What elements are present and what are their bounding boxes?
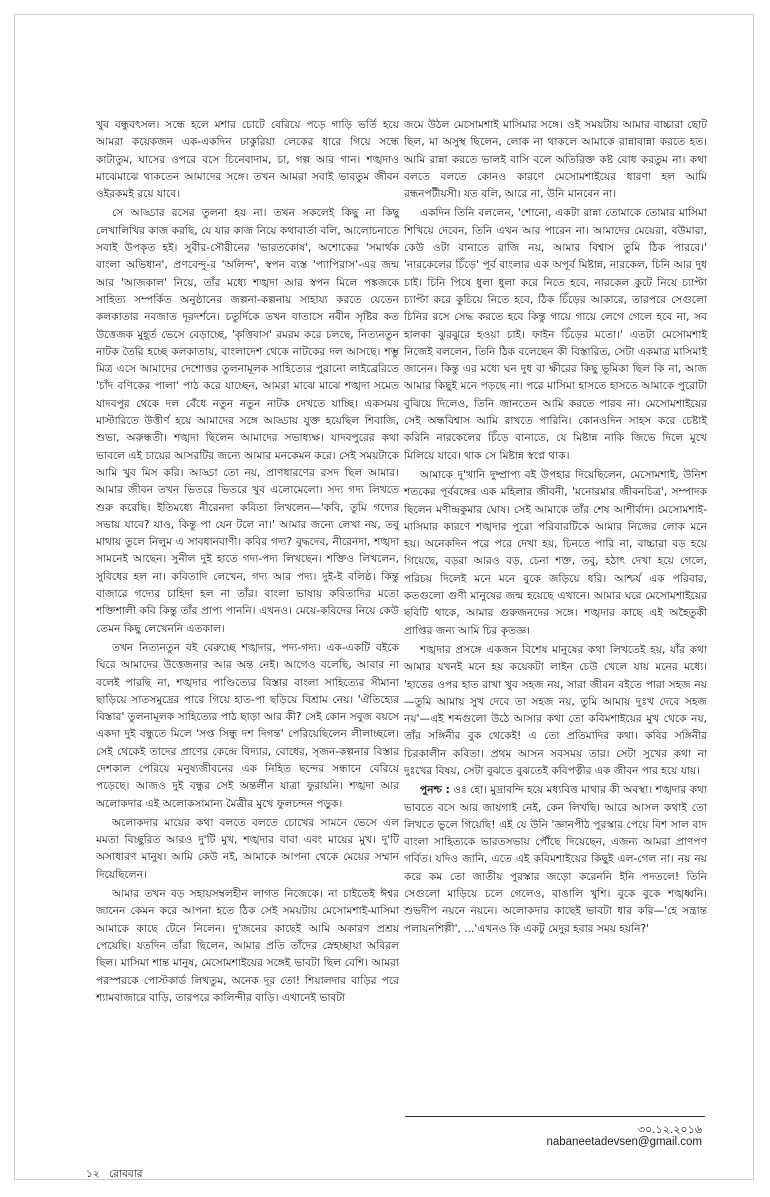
paragraph: অলোকদার মায়ের কথা বলতে বলতে চোখের সামনে ভেসে এল মমতা বিচ্ছুরিত আরও দু'টি মুখ, শঙ্খদার বাবা এবং মায়ের মুখ। দু'টি অসাধারণ মানুষ। আমি কেউ নই, আমাকে আপনা থেকে মেয়ের সম্মান দিয়েছিলেন। (96, 816, 399, 881)
paragraph: শঙ্খদার প্রসঙ্গে একজন বিশেষ মানুষের কথা লিখতেই হয়, যাঁর কথা আমার যখনই মনে হয় কয়েকটা লাইন চেউ খেলে যায় মনের মধ্যে। 'হাতের ওপর হাত রাখা খুব সহজ নয়, সারা জীবন বইতে পারা সহজ নয়—তুমি আমায় সুখ দেবে তা সহজ নয়, তুমি আমায় দুঃখ দেবে সহজ নয়'—এই শব্দগুলো উঠে আসার কথা তো কবিমশাইয়ের মুখ থেকে নয়, তাঁর সঙ্গিনীর বুক থেকেই! এ তো প্রতিমাদির কথা। কবির সঙ্গিনীর চিরকালীন কবিতা। প্রথম আসন সবসময় তার। সেটা সুখের কথা না দুঃখের বিষয়, সেটা বুঝতে বুঝতেই কবিপত্নীর এক জীবন পার হয়ে যায়। (404, 643, 707, 777)
publication-name: রোববার (108, 1168, 143, 1180)
paragraph: জমে উঠল মেসোমশাই মাসিমার সঙ্গে। ওই সময়টায় আমার বাচ্চারা ছোট ছিল, মা অসুস্থ ছিলেন, লোক না থাকলে আমাকে রান্নাবান্না করতে হত। আমি রান্না করতে ভালই বাসি বলে অতিরিক্ত কষ্ট বোধ করতুম না। কথা বলতে বলতে কোনও কারণে মেসোমশাইয়ের ধারণা হল আমি রন্ধনপটীয়সী। যত বলি, আরে না, উনি মানবেন না। (404, 119, 707, 201)
left-column (96, 117, 399, 1009)
paragraph: খুব বন্ধুবৎসল। সন্ধে হলে মশার চোটে বেরিয়ে পড়ে গাড়ি ভর্তি হয়ে আমরা কয়েকজন এক-একদিন ঢাকুরিয়া লেকের ধারে গিয়ে সন্ধে কাটাতুম, ঘাসের ওপরে বসে চিনেবাদাম, চা, গল্প আর গান। শঙ্খদাও মাঝেমাঝে থাকতেন আমাদের সঙ্গে। তখন আমরা সবাই ভাবতুম জীবন ওইরকমই রয়ে যাবে। (96, 119, 399, 201)
right-column (404, 117, 707, 940)
signature-divider (405, 1116, 705, 1117)
signature-date: ৩০.১২.২০১৬ (637, 1123, 702, 1136)
paragraph: সে আড্ডার রসের তুলনা হয় না। তখন সকলেই কিছু না কিছু লেখালিখির কাজ করছি, যে যার কাজ নিয়ে কথাবার্তা বলি, আলোচনাতে সবাই উপকৃত হই। সুবীর-সৌরীনের 'ভারতকোষ', অশোকের 'সমার্থক বাংলা অভিধান', প্রণবেন্দু-র 'অলিন্দ', স্বপন ব্যস্ত 'প্যাপিরাস'-এর জন্ম আর 'আজকাল' নিয়ে, তাঁর মধ্যে শঙ্খদা আর স্বপন মিলে পঙ্কজকে সাহিত্য সম্পর্কিত অনুষ্ঠানের জল্পনা-কল্পনায় সাহায্য করতে যেতেন কলকাতার নবজাত দূরদর্শনে। চতুর্দিকে তখন বাতাসে নবীন সৃষ্টির কত উত্তেজক মুহূর্ত ভেসে বেড়াচ্ছে, 'কৃত্তিবাস' রমরম করে চলছে, নিত্যনতুন নাটক তৈরি হচ্ছে কলকাতায়, বাংলাদেশ থেকে নাটকের দল আসছে। শম্ভু মিত্র এসে আমাদের দেশোত্তর তুলনামূলক সাহিত্যের পুরানো লাইব্রেরিতে 'চাঁদ বণিকের পালা' পাঠ করে যাচ্ছেন, আমরা মাঝে মাঝে শঙ্খদা সমেত যাদবপুর থেকে দল বেঁধে নতুন নতুন নাটক দেখতে যাচ্ছি। একসময় মাস্টারিতে উত্তীর্ণ হয়ে আমাদের সঙ্গে আড্ডায় যুক্ত হয়েছিল শিবাজি, শুভা, অরুন্ধতী। শঙ্খদা ছিলেন আমাদের সভাধ্যক্ষ। যাদবপুরের কথা ভাবলে এই চায়ের আসরটির জন্যে আমার মনকেমন করে। সেই সময়টাকে আমি খুব মিস করি। আড্ডা তো নয়, প্রাণধারণের রসদ ছিল আমার। আমার জীবন তখন ভিতরে ভিতরে খুব এলোমেলো। সদ্য গদ্য লিখতে শুরু করেছি। ইতিমধ্যে নীরেনদা কবিতা লিখলেন—'কবি, তুমি গদ্যের সভায় যাবে? যাও, কিন্তু পা যেন টলে না।' আমার জন্যে লেখা নয়, তবু মাথায় তুলে নিলুম এ সাবধানবাণী। কবির গদ্য? বুদ্ধদেব, নীরেনদা, শঙ্খদা সামনেই আছেন। সুনীল দুই হাতে গদ্য-পদ্য লিখছেন। শক্তিও লিখলেন, সুবিধের হল না। কবিতাদি লেখেন, গদ্য আর পদ্য। দুই-ই বলিষ্ঠ। কিন্তু বাজারে গদ্যের চাহিদা হল না তাঁর। বাংলা ভাষায় কবিতাদির মতো শক্তিশালী কবি কিন্তু তাঁর প্রাপ্য পাননি। এখনও। মেয়ে-কবিদের নিয়ে কেউ তেমন কিছু লেখেননি এতকাল। (96, 207, 399, 635)
postscript (404, 782, 707, 938)
paragraph: আমার তখন বড় সহায়সম্বলহীন লাগত নিজেকে। না চাইতেই ঈশ্বর জানেন কেমন করে আপনা হতে ঠিক সেই সময়টায় মেসোমশাই-মাসিমা আমাকে কাছে টেনে নিলেন। দু'জনের কাছেই আমি অকারণ প্রশ্রয় পেয়েছি। যতদিন তাঁরা ছিলেন, আমার প্রতি তাঁদের স্নেহচ্ছায়া অবিরল ছিল। মাসিমা শান্ত মানুষ, মেসোমশাইয়ের সঙ্গেই ভাবটা ছিল বেশি। আমরা পরস্পরকে পোস্টকার্ড লিখতুম, অনেক দূর তো! শিয়ালদার বাড়ির পরে শ্যামবাজারে বাড়ি, তারপরে কালিন্দীর বাড়ি। এখানেই ভাবটা (96, 888, 399, 1004)
author-email: nabaneetadevsen@gmail.com (546, 1136, 702, 1148)
page-footer (86, 1167, 143, 1184)
paragraph: একদিন তিনি বললেন, 'শোনো, একটা রান্না তোমাকে তোমার মাসিমা শিখিয়ে দেবেন, তিনি এখন আর পারেন না। আমাদের মেয়েরা, বউমারা, কেউ ওটা বানাতে রাজি নয়, আমার বিশ্বাস তুমি ঠিক পারবে।' 'নারকেলের চিঁড়ে' পূর্ব বাংলার এক অপূর্ব মিষ্টান্ন, নারকেল, চিনি আর দুধ চাই। চিনি পিষে ধুলা ধুলা করে নিতে হবে, নারকেল কুটে নিয়ে চ্যাপ্টা চ্যাপ্টা করে কুচিয়ে নিতে হবে, ঠিক চিঁড়ের আকারে, তারপরে সেগুলো চিনির রসে সেদ্ধ করতে হবে কিন্তু গায়ে গায়ে লেগে গেলে হবে না, সব হালকা ঝুরঝুরে হওয়া চাই। ফাইন চিঁড়ের মতো।' এতটা মেসোমশাই নিজেই বললেন, তিনি ঠিক বলেছেন কী বিস্তারিত, সেটা একমাত্র মাসিমাই জানেন। কিন্তু এর মধ্যে ঘন দুধ বা ক্ষীরের কিছু ভূমিকা ছিল কি না, আজ আমার কিছুই মনে পড়ছে না। পরে মাসিমা হাসতে হাসতে আমাকে পুরোটা বুঝিয়ে দিলেও, তিনি জানতেন আমি করতে পারব না। মেসোমশাইয়ের সেই অন্ধবিশ্বাস আমি রাখতে পারিনি। কোনওদিন সাহস করে চেষ্টাই করিনি নারকেলের চিঁড়ে বানাতে, যে মিষ্টান্ন নাকি জিভে দিলে মুখে মিলিয়ে যাবে। থাক সে মিষ্টান্ন স্বপ্নে থাক। (404, 207, 707, 462)
paragraph: আমাকে দু'খানি দুষ্প্রাপ্য বই উপহার দিয়েছিলেন, মেসোমশাই, উনিশ শতকের পূর্ববঙ্গের এক মহিলার জীবনী, 'মনোরমার জীবনচিত্র', সম্পাদক ছিলেন মণীন্দ্রকুমার ঘোষ। সেই আমাকে তাঁর শেষ আশীর্বাদ। মেসোমশাই-মাসিমার কারণে শঙ্খদার পুরো পরিবারটিকে আমার নিজের লোক মনে হয়। অনেকদিন পরে পরে দেখা হয়, চিনতে পারি না, বাচ্চারা বড় হয়ে গিয়েছে, বড়রা আরও বড়, চেনা শক্ত, তবু, হঠাৎ দেখা হয়ে গেলে, পরিচয় দিলেই মনে মনে বুকে জড়িয়ে ধরি। আশ্চর্য এক পরিবার, কতগুলো গুণী মানুষের জন্ম হয়েছে এখানে। আমার ঘরে মেসোমশাইয়ের ছবিটি থাকে, আমার গুরুজনদের সঙ্গে। শঙ্খদার কাছে এই অহৈতুকী প্রাপ্তির জন্য আমি চির কৃতজ্ঞ। (404, 468, 707, 637)
postscript-text: ওঃ হো। মুদ্রাবন্দি হয়ে মধ্যবিত্ত মাথার কী অবস্থা। শঙ্খদার কথা ভাবতে বসে আর জায়গাই নেই, কেন লিখছি। আরে আসল কথাই তো লিখতে ভুলে গিয়েছি! এই যে উনি 'জ্ঞানপীঠ পুরস্কার পেয়ে বিশ সাল বাদ বাংলা সাহিত্যকে ভারতসভায় পৌঁছে দিয়েছেন, এজন্য আমরা প্রাণপণ গর্বিত। যদিও জানি, এতে এই কবিমশাইয়ের কিছুই এল-গেল না। নয় নয় করে কম তো জাতীয় পুরস্কার জড়ো করেননি ইনি পদতলে! তিনি সেগুলো মাড়িয়ে চলে গেলেও, বাঙালি খুশি। বুকে বুকে শঙ্খধ্বনি। শুভদীপ নয়নে নয়নে। অলোকদার কাছেই ভাবটা ধার করি—'হে সন্ত্রান্ত পলায়নশিল্পী', ...'এখনও কি একটু মেদুর হবার সময় হয়নি?' (404, 784, 708, 935)
paragraph: তখন নিত্যনতুন বই বেরুচ্ছে শঙ্খদার, পদ্য-গদ্য। এক-একটি বইকে ঘিরে আমাদের উত্তেজনার আর অন্ত নেই। আগেও বলেছি, আবার না বলেই পারছি না, শঙ্খদার পাণ্ডিত্যের বিস্তার বাংলা সাহিত্যের সীমানা ছাড়িয়ে সাতসমুদ্রের পারে গিয়ে হাত-পা ছড়িয়ে বিশ্রাম নেয়। 'ঐতিহ্যের বিস্তার' তুলনামূলক সাহিত্যের পাঠ ছাড়া আর কী? সেই কোন সবুজ বয়সে একদা দুই বন্ধুতে মিলে 'সপ্ত সিন্ধু দশ দিগন্ত' পেরিয়েছিলেন লীলাচ্ছলে। সেই থেকেই তাদের প্রাণের কেন্দ্রে বিদ্যার, বোধের, সৃজন-কল্পনার বিস্তার দেশকাল পেরিয়ে মনুষ্যজীবনের এক নিহিত ছন্দের সন্ধানে বেরিয়ে পড়েছে। আজও দুই বন্ধুর সেই অন্তর্লীন যাত্রা ফুরায়নি। শঙ্খদা আর অলোকদার এই অলোকসামান্য মৈত্রীর মুখে ফুলচন্দন পড়ুক। (96, 641, 399, 810)
page-number: ১২ (86, 1168, 100, 1180)
postscript-label: পুনশ্চ : (420, 784, 450, 797)
